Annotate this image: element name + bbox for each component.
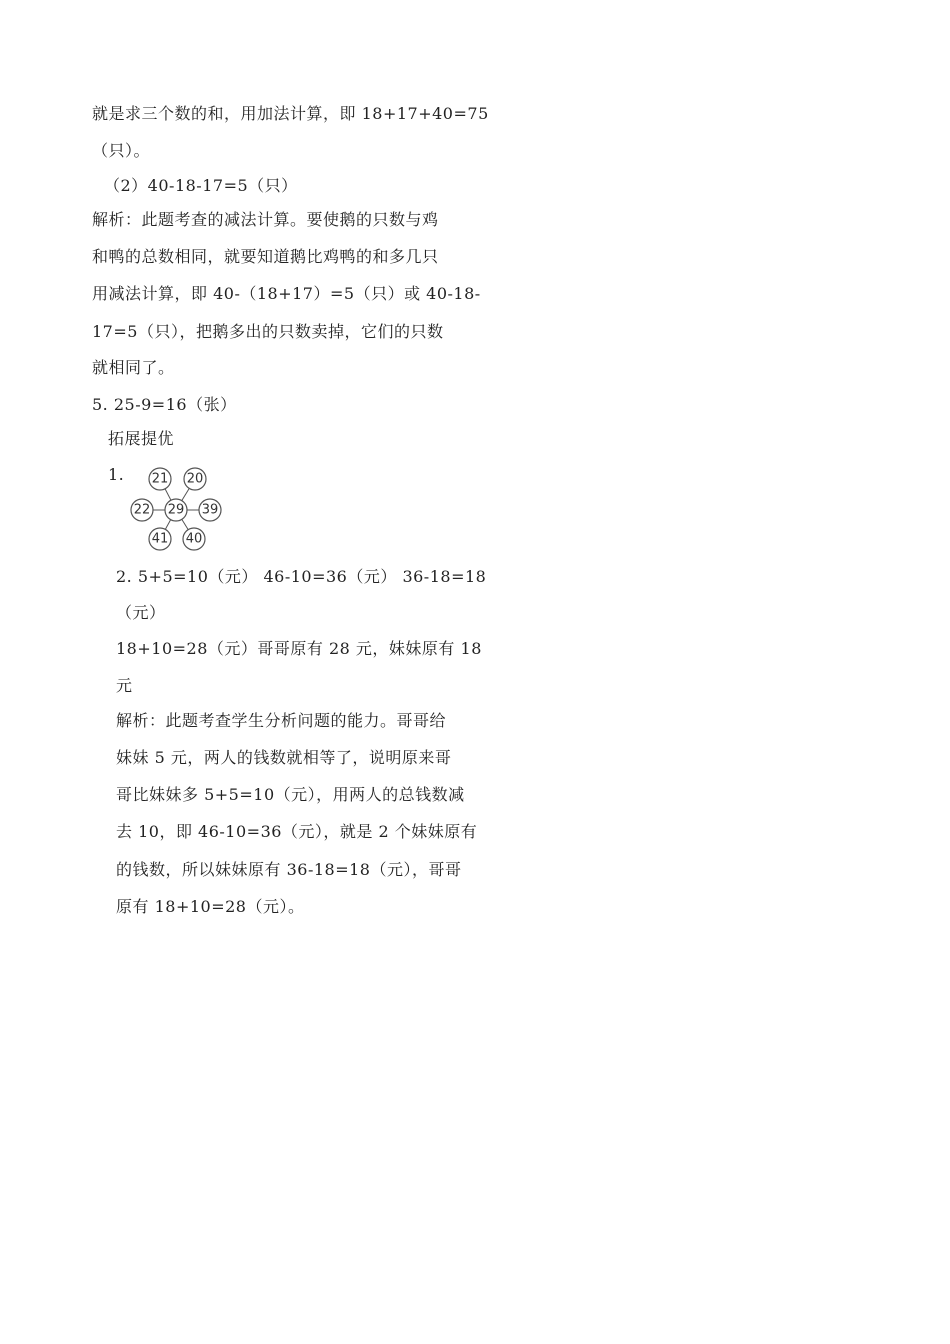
text-line: 的钱数，所以妹妹原有 36-18=18（元），哥哥: [116, 860, 462, 879]
text-line: 5. 25-9=16（张）: [92, 395, 237, 414]
item-number: 1.: [108, 465, 125, 484]
text-line: 去 10，即 46-10=36（元），就是 2 个妹妹原有: [116, 822, 478, 841]
text-line: （2）40-18-17=5（只）: [104, 176, 298, 195]
text-line: 2. 5+5=10（元） 46-10=36（元） 36-18=18: [116, 567, 487, 586]
text-line: 妹妹 5 元，两人的钱数就相等了，说明原来哥: [116, 748, 452, 767]
text-line: 解析：此题考查学生分析问题的能力。哥哥给: [116, 711, 447, 730]
text-line: 原有 18+10=28（元）。: [116, 897, 305, 916]
number-label: 20: [186, 471, 204, 487]
number-diagram: [126, 462, 230, 554]
number-label: 40: [185, 531, 203, 547]
text-line: （元）: [116, 603, 166, 622]
text-line: 就是求三个数的和，用加法计算，即 18+17+40=75: [92, 104, 489, 123]
number-label: 21: [151, 471, 169, 487]
center-label: 29: [167, 502, 185, 518]
number-label: 22: [133, 502, 151, 518]
text-line: 哥比妹妹多 5+5=10（元），用两人的总钱数减: [116, 785, 465, 804]
text-line: 就相同了。: [92, 358, 175, 377]
text-line: 17=5（只），把鹅多出的只数卖掉，它们的只数: [92, 322, 444, 341]
text-line: （只）。: [92, 141, 151, 160]
section-title: 拓展提优: [108, 429, 175, 448]
number-label: 41: [151, 531, 169, 547]
number-label: 39: [201, 502, 219, 518]
text-line: 用减法计算，即 40-（18+17）=5（只）或 40-18-: [92, 284, 481, 303]
text-line: 解析：此题考查的减法计算。要使鹅的只数与鸡: [92, 210, 439, 229]
text-line: 元: [116, 676, 133, 695]
text-line: 18+10=28（元）哥哥原有 28 元，妹妹原有 18: [116, 639, 482, 658]
text-line: 和鸭的总数相同，就要知道鹅比鸡鸭的和多几只: [92, 247, 439, 266]
